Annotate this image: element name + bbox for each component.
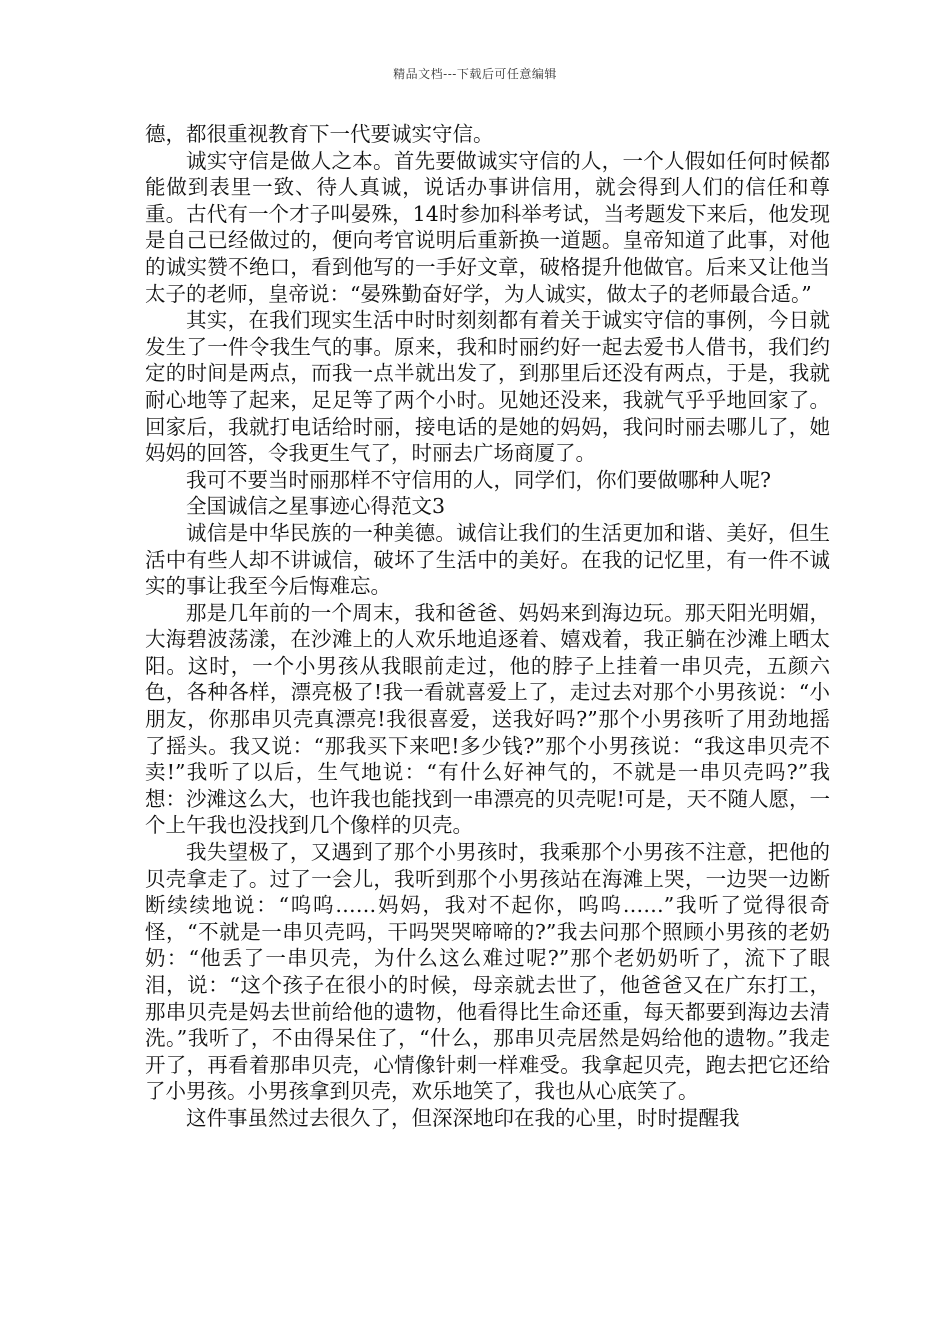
section-heading: 全国诚信之星事迹心得范文3 — [186, 494, 446, 519]
paragraph: 诚信是中华民族的一种美德。诚信让我们的生活更加和谐、美好，但生活中有些人却不讲诚信，破坏了生活中的美好。在我的记忆里，有一件不诚实的事让我至今后悔难忘。 — [145, 520, 830, 599]
paragraph: 其实，在我们现实生活中时时刻刻都有着关于诚实守信的事例，今日就发生了一件令我生气的事。原来，我和时丽约好一起去爱书人借书，我们约定的时间是两点，而我一点半就出发了，到那里后还没有两点，于是，我就耐心地等了起来，足足等了两个小时。见她还没来，我就气乎乎地回家了。回家后，我就打电话给时丽，接电话的是她的妈妈，我问时丽去哪儿了，她妈妈的回答，令我更生气了，时丽去广场商厦了。 — [145, 308, 830, 466]
paragraph: 德，都很重视教育下一代要诚实守信。 — [145, 122, 494, 146]
paragraph: 我失望极了，又遇到了那个小男孩时，我乘那个小男孩不注意，把他的贝壳拿走了。过了一会儿，我听到那个小男孩站在海滩上哭，一边哭一边断断续续地说：“呜呜……妈妈，我对不起你，呜呜……”我听了觉得很奇怪，“不就是一串贝壳吗，干吗哭哭啼啼的?”我去问那个照顾小男孩的老奶奶：“他丢了一串贝壳，为什么这么难过呢?”那个老奶奶听了，流下了眼泪，说：“这个孩子在很小的时候，母亲就去世了，他爸爸又在广东打工，那串贝壳是妈去世前给他的遗物，他看得比生命还重，每天都要到海边去清洗。”我听了，不由得呆住了，“什么，那串贝壳居然是妈给他的遗物。”我走开了，再看着那串贝壳，心情像针刺一样难受。我拿起贝壳，跑去把它还给了小男孩。小男孩拿到贝壳，欢乐地笑了，我也从心底笑了。 — [145, 840, 830, 1104]
paragraph: 这件事虽然过去很久了，但深深地印在我的心里，时时提醒我 — [186, 1105, 740, 1130]
paragraph: 我可不要当时丽那样不守信用的人，同学们，你们要做哪种人呢? — [186, 467, 771, 492]
page-header: 精品文档---下载后可任意编辑 — [393, 67, 557, 81]
paragraph: 那是几年前的一个周末，我和爸爸、妈妈来到海边玩。那天阳光明媚，大海碧波荡漾，在沙滩上的人欢乐地追逐着、嬉戏着，我正躺在沙滩上晒太阳。这时，一个小男孩从我眼前走过，他的脖子上挂着一串贝壳，五颜六色，各种各样，漂亮极了!我一看就喜爱上了，走过去对那个小男孩说：“小朋友，你那串贝壳真漂亮!我很喜爱，送我好吗?”那个小男孩听了用劲地摇了摇头。我又说：“那我买下来吧!多少钱?”那个小男孩说：“我这串贝壳不卖!”我听了以后，生气地说：“有什么好神气的，不就是一串贝壳吗?”我想：沙滩这么大，也许我也能找到一串漂亮的贝壳呢!可是，天不随人愿，一个上午我也没找到几个像样的贝壳。 — [145, 600, 830, 838]
document-body — [145, 121, 830, 1132]
paragraph: 诚实守信是做人之本。首先要做诚实守信的人，一个人假如任何时候都能做到表里一致、待人真诚，说话办事讲信用，就会得到人们的信任和尊重。古代有一个才子叫晏殊，14时参加科举考试，当考题发下来后，他发现是自己已经做过的，便向考官说明后重新换一道题。皇帝知道了此事，对他的诚实赞不绝口，看到他写的一手好文章，破格提升他做官。后来又让他当太子的老师，皇帝说：“晏殊勤奋好学，为人诚实，做太子的老师最合适。” — [145, 148, 830, 306]
